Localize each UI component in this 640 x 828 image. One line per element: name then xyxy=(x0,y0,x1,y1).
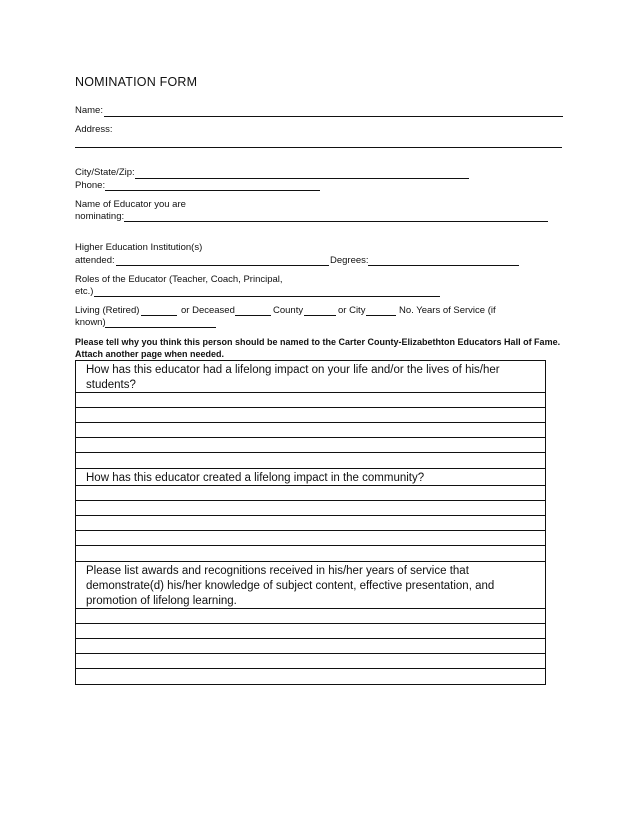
answer-line[interactable] xyxy=(76,624,545,639)
institution-field[interactable] xyxy=(116,265,329,266)
county-label: County xyxy=(273,305,304,316)
answer-line[interactable] xyxy=(76,609,545,624)
question-2-text: How has this educator created a lifelong impact in the community? xyxy=(76,469,545,486)
answer-line[interactable] xyxy=(76,423,545,438)
city-option-label: or City xyxy=(338,305,366,316)
name-label: Name: xyxy=(75,105,103,116)
question-section-2 xyxy=(76,469,545,562)
city-option-field[interactable] xyxy=(366,315,396,316)
degrees-field[interactable] xyxy=(368,265,519,266)
roles-label-line1: Roles of the Educator (Teacher, Coach, Principal, xyxy=(75,274,283,285)
deceased-field[interactable] xyxy=(235,315,271,316)
answer-line[interactable] xyxy=(76,546,545,561)
answer-line[interactable] xyxy=(76,639,545,654)
question-section-3 xyxy=(76,562,545,684)
answer-line[interactable] xyxy=(76,486,545,501)
instruction-text: Please tell why you think this person should be named to the Carter County-Elizabethton Educators Hall of Fame. Attach another page when needed. xyxy=(75,337,561,359)
answer-line[interactable] xyxy=(76,516,545,531)
phone-field[interactable] xyxy=(105,190,320,191)
years-of-service-label: No. Years of Service (if xyxy=(399,305,496,316)
educator-name-field[interactable] xyxy=(124,221,548,222)
phone-label: Phone: xyxy=(75,180,106,191)
roles-label-line2: etc.) xyxy=(75,286,94,297)
known-label: known) xyxy=(75,317,106,328)
address-label: Address: xyxy=(75,124,113,135)
address-field[interactable] xyxy=(75,147,562,148)
deceased-label: or Deceased xyxy=(181,305,235,316)
answer-line[interactable] xyxy=(76,531,545,546)
answer-line[interactable] xyxy=(76,654,545,669)
institution-label-line1: Higher Education Institution(s) xyxy=(75,242,203,253)
question-section-1 xyxy=(76,361,545,469)
answer-line[interactable] xyxy=(76,501,545,516)
educator-name-label-line1: Name of Educator you are xyxy=(75,199,186,210)
answer-line[interactable] xyxy=(76,669,545,684)
question-1-text: How has this educator had a lifelong impact on your life and/or the lives of his/her students? xyxy=(76,361,545,393)
form-title: NOMINATION FORM xyxy=(75,75,198,89)
institution-label-line2: attended: xyxy=(75,255,115,266)
city-state-zip-label: City/State/Zip: xyxy=(75,167,135,178)
roles-field[interactable] xyxy=(94,296,440,297)
county-field[interactable] xyxy=(304,315,336,316)
questions-table xyxy=(75,360,546,685)
city-state-zip-field[interactable] xyxy=(135,178,469,179)
answer-line[interactable] xyxy=(76,438,545,453)
answer-line[interactable] xyxy=(76,408,545,423)
name-field[interactable] xyxy=(104,116,563,117)
answer-line[interactable] xyxy=(76,453,545,468)
answer-line[interactable] xyxy=(76,393,545,408)
degrees-label: Degrees: xyxy=(330,255,369,266)
question-3-text: Please list awards and recognitions received in his/her years of service that demonstrate(d) his/her knowledge of subject content, effective presentation, and promotion of lifelong learning. xyxy=(76,562,545,609)
years-of-service-field[interactable] xyxy=(105,327,216,328)
educator-name-label-line2: nominating: xyxy=(75,211,125,222)
living-retired-field[interactable] xyxy=(141,315,177,316)
living-retired-label: Living (Retired) xyxy=(75,305,140,316)
